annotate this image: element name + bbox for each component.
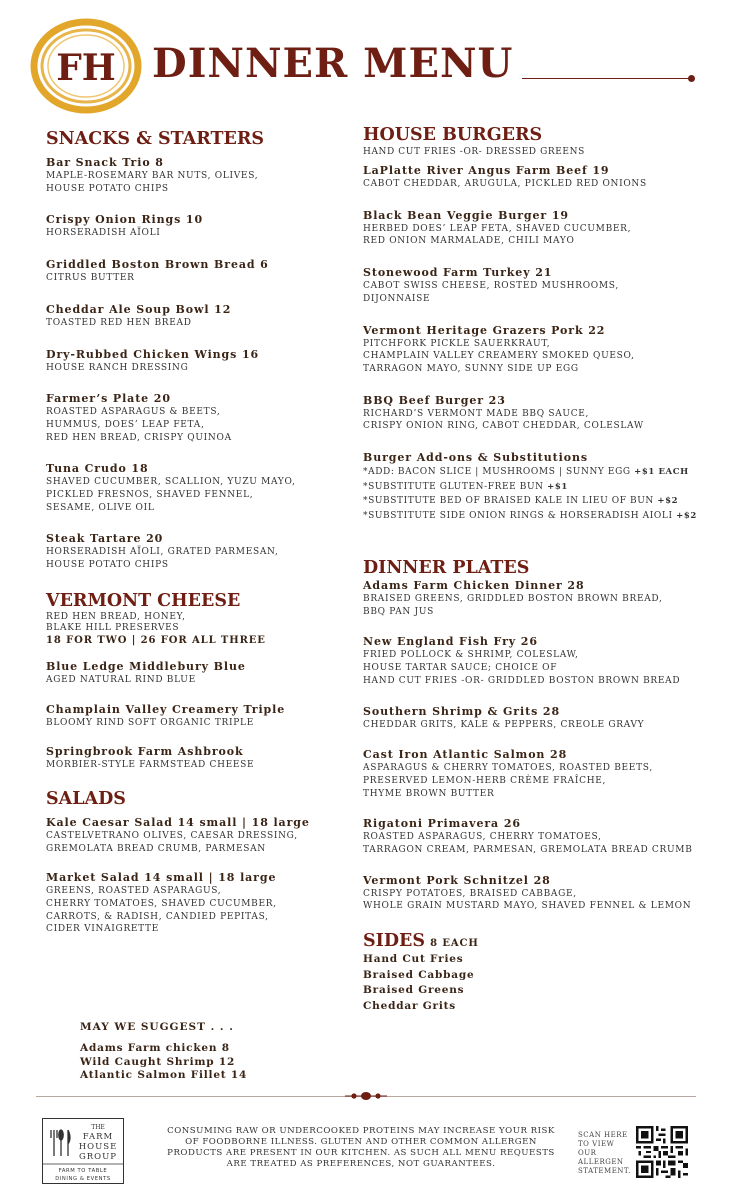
item-name: BBQ Beef Burger 23 [363,393,506,407]
item-description: AGED NATURAL RIND BLUE [46,674,196,685]
addon-price: +$2 [657,496,679,507]
menu-item [46,532,346,571]
group-logo-house: HOUSE [78,1142,118,1152]
sides-list [363,952,718,1014]
side-item: Cheddar Grits [363,999,456,1012]
item-description: FRIED POLLOCK & SHRIMP, COLESLAW, HOUSE TARTAR SAUCE; CHOICE OF HAND CUT FRIES -OR- GRIDDLED BOSTON BROWN BREAD [363,650,681,686]
burgers-list [363,164,718,433]
suggest-line: Atlantic Salmon Fillet 14 [80,1069,248,1081]
addon-line [363,494,718,509]
item-description: TOASTED RED HEN BREAD [46,317,192,328]
farmhouse-logo-icon [30,18,142,114]
cheese-list [46,660,346,772]
addon-price: +$1 [547,481,568,492]
item-description: MAPLE-ROSEMARY BAR NUTS, OLIVES, HOUSE POTATO CHIPS [46,171,259,194]
menu-item [363,164,718,191]
sides-block [363,930,718,952]
item-description: ASPARAGUS & CHERRY TOMATOES, ROASTED BEETS, PRESERVED LEMON-HERB CRÈME FRAÎCHE, THYME BROWN BUTTER [363,763,653,799]
menu-item [363,817,718,856]
item-name: Cheddar Ale Soup Bowl 12 [46,302,232,316]
menu-item [363,748,718,800]
group-logo-the: THE [91,1124,105,1131]
item-name: Blue Ledge Middlebury Blue [46,659,246,673]
farmhouse-group-logo [42,1118,124,1184]
menu-item [46,348,346,375]
menu-item [363,705,718,732]
addon-line [363,480,718,495]
item-description: MORBIER-STYLE FARMSTEAD CHEESE [46,760,255,771]
page-title: DINNER MENU [152,40,514,87]
item-name: Griddled Boston Brown Bread 6 [46,258,269,272]
side-item: Braised Cabbage [363,968,475,981]
item-name: Bar Snack Trio 8 [46,156,164,169]
menu-item [363,324,718,376]
item-description: PITCHFORK PICKLE SAUERKRAUT, CHAMPLAIN VALLEY CREAMERY SMOKED QUESO, TARRAGON MAYO, SUNNY SIDE UP EGG [363,338,635,374]
left-column [46,128,346,952]
item-name: Tuna Crudo 18 [46,462,149,476]
item-description: BLOOMY RIND SOFT ORGANIC TRIPLE [46,717,254,728]
item-name: LaPlatte River Angus Farm Beef 19 [363,164,610,177]
item-name: Vermont Heritage Grazers Pork 22 [363,323,606,337]
menu-item [363,266,718,305]
item-name: Dry-Rubbed Chicken Wings 16 [46,347,260,361]
addon-text: *ADD: BACON SLICE | MUSHROOMS | SUNNY EGG [363,467,635,478]
menu-item [46,462,346,514]
side-item: Hand Cut Fries [363,953,464,966]
item-description: CABOT CHEDDAR, ARUGULA, PICKLED RED ONIONS [363,179,647,189]
item-description: GREENS, ROASTED ASPARAGUS, CHERRY TOMATOES, SHAVED CUCUMBER, CARROTS, & RADISH, CANDIED PEPITAS, CIDER VINAIGRETTE [46,886,277,935]
cheese-sub: RED HEN BREAD, HONEY, BLAKE HILL PRESERVES [46,611,186,633]
addon-text: *SUBSTITUTE GLUTEN-FREE BUN [363,481,548,492]
item-description: HERBED DOES’ LEAP FETA, SHAVED CUCUMBER, RED ONION MARMALADE, CHILI MAYO [363,223,632,247]
item-name: Cast Iron Atlantic Salmon 28 [363,748,568,762]
burgers-sub: HAND CUT FRIES -OR- DRESSED GREENS [363,147,585,157]
item-description: ROASTED ASPARAGUS & BEETS, HUMMUS, DOES’ LEAP FETA, RED HEN BREAD, CRISPY QUINOA [46,407,232,443]
addons-heading: Burger Add-ons & Substitutions [363,451,588,465]
menu-item [46,156,346,195]
item-description: HOUSE RANCH DRESSING [46,362,189,373]
suggest-line: Wild Caught Shrimp 12 [80,1055,236,1068]
addon-price: +$2 [676,510,697,521]
plates-list [363,579,718,913]
menu-item [363,874,718,913]
menu-item [46,213,346,240]
group-logo-tag1: FARM TO TABLE [58,1168,108,1174]
snacks-heading: SNACKS & STARTERS [46,129,265,149]
menu-item [46,745,346,772]
item-name: Stonewood Farm Turkey 21 [363,266,553,280]
item-name: Market Salad 14 small | 18 large [46,871,277,885]
item-description: RICHARD’S VERMONT MADE BBQ SAUCE, CRISPY ONION RING, CABOT CHEDDAR, COLESLAW [363,408,644,432]
item-name: Steak Tartare 20 [46,532,164,546]
suggest-box [80,1020,247,1083]
menu-item [46,392,346,444]
ornament-icon [345,1090,387,1102]
item-name: Crispy Onion Rings 10 [46,213,203,227]
item-name: New England Fish Fry 26 [363,635,538,649]
salads-list [46,816,346,936]
item-name: Black Bean Veggie Burger 19 [363,208,569,222]
right-column [363,124,718,1014]
group-logo-group: GROUP [78,1152,118,1162]
suggest-line: Adams Farm chicken 8 [80,1042,230,1054]
sides-price: 8 EACH [430,938,479,950]
allergen-disclaimer: CONSUMING RAW OR UNDERCOOKED PROTEINS MAY INCREASE YOUR RISK OF FOODBORNE ILLNESS. GLUTEN AND OTHER COMMON ALLERGEN PRODUCTS ARE PRESENT IN OUR KITCHEN. AS SUCH ALL MENU REQUESTS ARE TREATED AS PREFERENCES, NOT GUARANTEES. [167,1126,555,1169]
addons-list [363,465,718,523]
item-description: CASTELVETRANO OLIVES, CAESAR DRESSING, GREMOLATA BREAD CRUMB, PARMESAN [46,830,298,854]
salads-heading: SALADS [46,788,126,809]
addon-text: *SUBSTITUTE BED OF BRAISED KALE IN LIEU OF BUN [363,496,658,507]
item-name: Rigatoni Primavera 26 [363,817,521,831]
qr-code-icon[interactable] [636,1126,688,1178]
plates-heading: DINNER PLATES [363,558,530,579]
item-description: CHEDDAR GRITS, KALE & PEPPERS, CREOLE GRAVY [363,719,645,730]
item-description: HORSERADISH AÏOLI, GRATED PARMESAN, HOUSE POTATO CHIPS [46,547,279,571]
item-description: CRISPY POTATOES, BRAISED CABBAGE, WHOLE GRAIN MUSTARD MAYO, SHAVED FENNEL & LEMON [363,888,692,912]
suggest-heading: MAY WE SUGGEST . . . [80,1021,234,1033]
title-rule [522,78,692,79]
menu-item [363,394,718,433]
item-name: Champlain Valley Creamery Triple [46,702,286,716]
item-description: CABOT SWISS CHEESE, ROSTED MUSHROOMS, DIJONNAISE [363,281,619,304]
item-name: Southern Shrimp & Grits 28 [363,704,560,718]
item-description: CITRUS BUTTER [46,273,135,284]
menu-item [46,816,346,855]
cheese-heading: VERMONT CHEESE [46,590,241,611]
snacks-list [46,156,346,572]
item-name: Farmer’s Plate 20 [46,392,171,406]
logo-text: FH [56,47,116,89]
addon-line [363,509,718,524]
menu-item [46,703,346,730]
addon-text: *SUBSTITUTE SIDE ONION RINGS & HORSERADISH AIOLI [363,510,677,521]
sides-heading: SIDES [363,931,425,952]
menu-item [363,579,718,618]
group-logo-farm: FARM [82,1132,114,1142]
utensils-icon [51,1130,70,1156]
menu-item [46,303,346,330]
item-description: SHAVED CUCUMBER, SCALLION, YUZU MAYO, PICKLED FRESNOS, SHAVED FENNEL, SESAME, OLIVE OIL [46,477,296,513]
addon-line [363,465,718,480]
item-name: Kale Caesar Salad 14 small | 18 large [46,815,310,829]
title-rule-dot [688,75,695,82]
item-name: Springbrook Farm Ashbrook [46,745,244,759]
menu-item [363,209,718,248]
side-item: Braised Greens [363,984,465,997]
scan-instructions: SCAN HERE TO VIEW OUR ALLERGEN STATEMENT. [578,1131,631,1175]
cheese-price: 18 FOR TWO | 26 FOR ALL THREE [46,634,266,646]
group-logo-tag2: DINING & EVENTS [55,1176,111,1182]
menu-item [46,871,346,936]
burgers-heading: HOUSE BURGERS [363,125,543,145]
item-name: Adams Farm Chicken Dinner 28 [363,579,585,593]
item-description: BRAISED GREENS, GRIDDLED BOSTON BROWN BREAD, BBQ PAN JUS [363,594,663,617]
addon-price: +$1 EACH [634,467,689,478]
menu-item [46,660,346,687]
item-description: ROASTED ASPARAGUS, CHERRY TOMATOES, TARRAGON CREAM, PARMESAN, GREMOLATA BREAD CRUMB [363,832,693,856]
item-name: Vermont Pork Schnitzel 28 [363,873,551,887]
menu-item [363,635,718,687]
menu-item [46,258,346,285]
item-description: HORSERADISH AÏOLI [46,228,161,239]
